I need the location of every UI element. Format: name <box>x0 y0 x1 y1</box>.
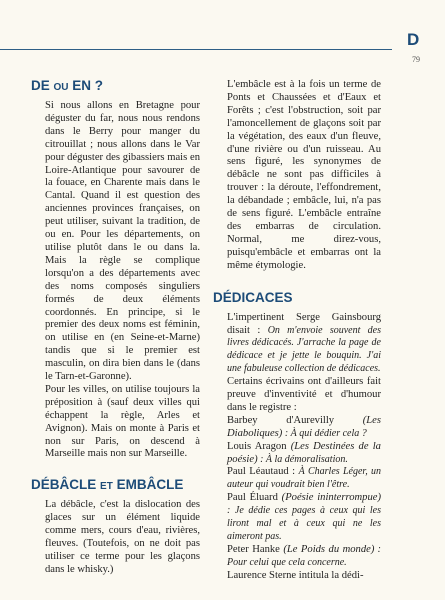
author: Louis Aragon <box>227 440 291 452</box>
entry-heading-debacle-et-embacle <box>31 477 200 495</box>
dedication-entry <box>227 492 381 544</box>
dedication-entry <box>227 466 381 492</box>
right-column <box>213 79 382 583</box>
left-column <box>31 78 200 577</box>
work-title: (Le Poids du monde) <box>283 543 375 555</box>
quote: : Pour celui que cela concerne. <box>227 543 381 568</box>
author: Peter Hanke <box>227 543 284 555</box>
work-title: (Poésie ininterrompue) <box>281 492 381 504</box>
heading-word: DE <box>31 78 50 93</box>
work-title: (Les Destinées de la poésie) <box>227 440 381 465</box>
heading-word: EMBÂCLE <box>116 477 184 493</box>
paragraph <box>227 312 381 377</box>
quote: : À la démoralisation. <box>257 453 348 465</box>
section-letter: D <box>407 30 420 49</box>
heading-word: EN ? <box>72 78 104 93</box>
quote: À Charles Léger, un auteur qui voudrait bien l'être. <box>227 466 382 491</box>
heading-small-word: OU <box>53 82 69 93</box>
quote: : À qui dédier cela ? <box>282 427 367 439</box>
dedication-entry <box>227 415 381 441</box>
header-rule <box>0 49 392 50</box>
page-number: 79 <box>412 55 420 64</box>
entry-heading-de-ou-en <box>31 78 200 96</box>
paragraph: L'embâcle est à la fois un terme de Ponts et Chaussées et d'Eaux et Forêts ; c'est l'obstruction, soit par l'amoncellement de glaçons soit par la végétation, des eaux d'un fleuve, d'une rivière ou d'un ruisseau. Au sens figuré, les synonymes de débâcle ne sont pas difficiles à trouver : la déroute, l'effondrement, la débandade ; embâcle, lui, n'a pas de sens figuré. L'embâcle entraîne des embarras de circulation. Normal, me direz-vous, puisqu'embâcle et embarras ont la même étymologie. <box>227 79 381 271</box>
quote: : Je dédie ces pages à ceux qui les liront mal et à ceux qui ne les aimeront pas. <box>227 505 381 542</box>
entry-heading-dedicaces: DÉDICACES <box>213 289 293 305</box>
heading-small-word: ET <box>100 481 113 493</box>
paragraph: Laurence Sterne intitula la dédi- <box>227 569 364 581</box>
paragraph: Si nous allons en Bretagne pour déguster du far, nous nous rendons dans le Berry pour manger du citrouillat ; nous allons dans le Var pour déguster des gibassiers mais en Loire-Atlantique pour savourer de la fouace, en Charente mais dans le Cantal. Quand il est question des anciennes provinces françaises, on peut utiliser, suivant la tradition, de ou en. Pour les départements, on utilise plutôt dans le ou dans la. Mais la règle se complique lorsqu'on a des départements avec des noms composés singuliers formés de deux éléments coordonnés. En principe, si le premier des deux noms est féminin, on utilise en (en Seine-et-Marne) tandis que si le premier est masculin, on dira bien dans le (dans le Tarn-et-Garonne). <box>45 100 200 383</box>
quote: On m'envoie souvent des livres dédicacés. J'arrache la page de dédicace et je jette le bouquin. J'ai une fabuleuse collection de dédicaces. <box>227 324 381 375</box>
dedication-entry <box>227 544 381 570</box>
paragraph: La débâcle, c'est la dislocation des glaces sur un élément liquide comme mers, cours d'eau, rivières, fleuves. (Toutefois, on ne doit pas utiliser ce terme pour les glaçons dans le whisky.) <box>45 499 200 575</box>
author: Paul Éluard <box>227 492 282 504</box>
paragraph: Certains écrivains ont d'ailleurs fait preuve d'inventivité et d'humour dans le registre : <box>227 376 381 413</box>
text: L'impertinent Serge Gainsbourg disait : <box>227 311 381 336</box>
paragraph: Pour les villes, on utilise toujours la préposition à (sauf deux villes qui échappent la règle, Arles et Avignon). Mais on monte à Paris et non sur Paris, on descend à Marseille mais non sur Marseille. <box>45 383 200 460</box>
dedication-entry <box>227 441 381 467</box>
author: Barbey d'Aurevilly <box>227 414 363 426</box>
author: Paul Léautaud : <box>227 466 299 478</box>
heading-word: DÉBÂCLE <box>31 477 97 493</box>
work-title: (Les Diaboliques) <box>227 414 381 439</box>
